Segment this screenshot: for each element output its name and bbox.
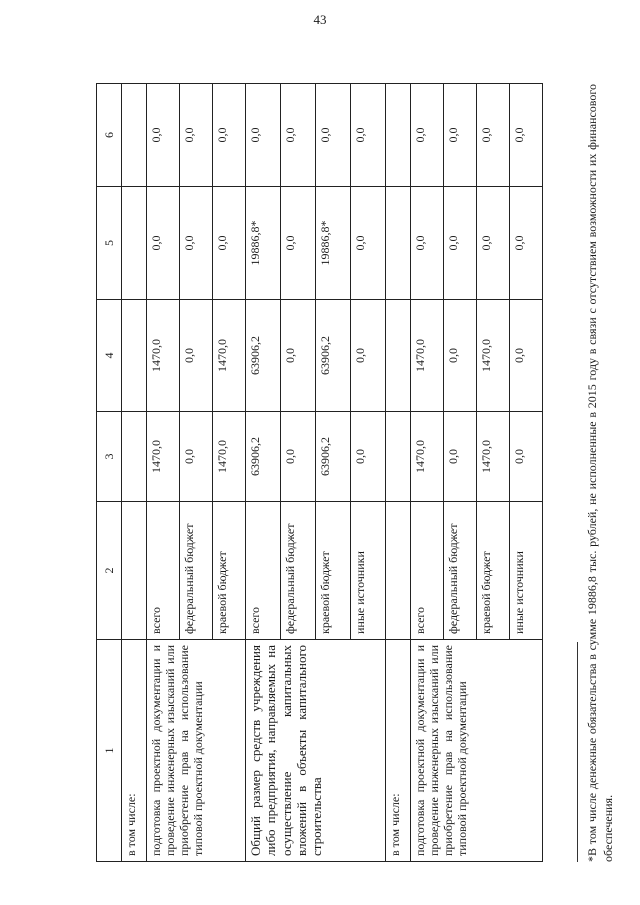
source-cell: иные источники bbox=[510, 502, 543, 640]
value-cell: 0,0 bbox=[180, 84, 213, 187]
subheading-row bbox=[122, 84, 147, 862]
value-cell: 0,0 bbox=[510, 187, 543, 300]
value-cell: 0,0 bbox=[444, 187, 477, 300]
source-cell: федеральный бюджет bbox=[444, 502, 477, 640]
table-row bbox=[147, 84, 180, 862]
source-cell: краевой бюджет bbox=[477, 502, 510, 640]
value-cell: 0,0 bbox=[411, 84, 444, 187]
source-cell: всего bbox=[246, 502, 281, 640]
source-cell: краевой бюджет bbox=[213, 502, 246, 640]
value-cell: 1470,0 bbox=[477, 300, 510, 412]
column-header: 1 bbox=[97, 640, 122, 862]
value-cell: 0,0 bbox=[147, 84, 180, 187]
value-cell: 0,0 bbox=[351, 84, 386, 187]
value-cell: 1470,0 bbox=[477, 412, 510, 502]
value-cell: 63906,2 bbox=[316, 412, 351, 502]
value-cell: 0,0 bbox=[444, 300, 477, 412]
value-cell: 63906,2 bbox=[246, 412, 281, 502]
row-group-label: подготовка проектной документации и проведение инженерных изысканий или приобретение прав на использование типовой проектной документации bbox=[147, 640, 246, 862]
column-header: 5 bbox=[97, 187, 122, 300]
value-cell: 63906,2 bbox=[246, 300, 281, 412]
subheading: в том числе: bbox=[386, 640, 411, 862]
page-number: 43 bbox=[313, 12, 327, 27]
value-cell: 0,0 bbox=[281, 84, 316, 187]
value-cell: 0,0 bbox=[180, 187, 213, 300]
value-cell: 0,0 bbox=[213, 84, 246, 187]
source-cell: всего bbox=[147, 502, 180, 640]
source-cell: федеральный бюджет bbox=[281, 502, 316, 640]
table-row bbox=[246, 84, 281, 862]
source-cell: всего bbox=[411, 502, 444, 640]
row-group-label: подготовка проектной документации и проведение инженерных изысканий или приобретение прав на использование типовой проектной документации bbox=[411, 640, 543, 862]
value-cell: 1470,0 bbox=[147, 300, 180, 412]
value-cell: 0,0 bbox=[510, 84, 543, 187]
source-cell: федеральный бюджет bbox=[180, 502, 213, 640]
column-header: 6 bbox=[97, 84, 122, 187]
value-cell: 63906,2 bbox=[316, 300, 351, 412]
column-header: 4 bbox=[97, 300, 122, 412]
value-cell: 0,0 bbox=[316, 84, 351, 187]
subheading-row bbox=[386, 84, 411, 862]
value-cell: 0,0 bbox=[477, 84, 510, 187]
value-cell: 19886,8* bbox=[246, 187, 281, 300]
value-cell: 0,0 bbox=[444, 84, 477, 187]
column-header: 2 bbox=[97, 502, 122, 640]
subheading: в том числе: bbox=[122, 640, 147, 862]
value-cell: 0,0 bbox=[147, 187, 180, 300]
value-cell: 0,0 bbox=[411, 187, 444, 300]
value-cell: 1470,0 bbox=[213, 300, 246, 412]
value-cell: 0,0 bbox=[510, 412, 543, 502]
table-row bbox=[411, 84, 444, 862]
budget-table bbox=[96, 83, 543, 862]
source-cell: иные источники bbox=[351, 502, 386, 640]
value-cell: 0,0 bbox=[246, 84, 281, 187]
value-cell: 1470,0 bbox=[213, 412, 246, 502]
source-cell: краевой бюджет bbox=[316, 502, 351, 640]
value-cell: 0,0 bbox=[281, 412, 316, 502]
value-cell: 19886,8* bbox=[316, 187, 351, 300]
value-cell: 0,0 bbox=[281, 187, 316, 300]
value-cell: 0,0 bbox=[351, 187, 386, 300]
value-cell: 0,0 bbox=[281, 300, 316, 412]
row-group-label: Общий размер средств учреждения либо предприятия, направляемых на осуществление капитальных вложений в объекты капитального строительства bbox=[246, 640, 386, 862]
header-row bbox=[97, 84, 122, 862]
rotated-content bbox=[96, 20, 616, 862]
footnote-divider bbox=[577, 642, 578, 862]
value-cell: 0,0 bbox=[180, 412, 213, 502]
value-cell: 0,0 bbox=[213, 187, 246, 300]
footnote: *В том числе денежные обязательства в сумме 19886,8 тыс. рублей, не исполненные в 2015 году в связи с отсутствием возможности их финансового обеспечения. bbox=[585, 84, 616, 862]
value-cell: 0,0 bbox=[351, 300, 386, 412]
column-header: 3 bbox=[97, 412, 122, 502]
value-cell: 1470,0 bbox=[411, 412, 444, 502]
value-cell: 1470,0 bbox=[411, 300, 444, 412]
value-cell: 0,0 bbox=[510, 300, 543, 412]
value-cell: 0,0 bbox=[477, 187, 510, 300]
value-cell: 0,0 bbox=[351, 412, 386, 502]
value-cell: 1470,0 bbox=[147, 412, 180, 502]
value-cell: 0,0 bbox=[444, 412, 477, 502]
value-cell: 0,0 bbox=[180, 300, 213, 412]
